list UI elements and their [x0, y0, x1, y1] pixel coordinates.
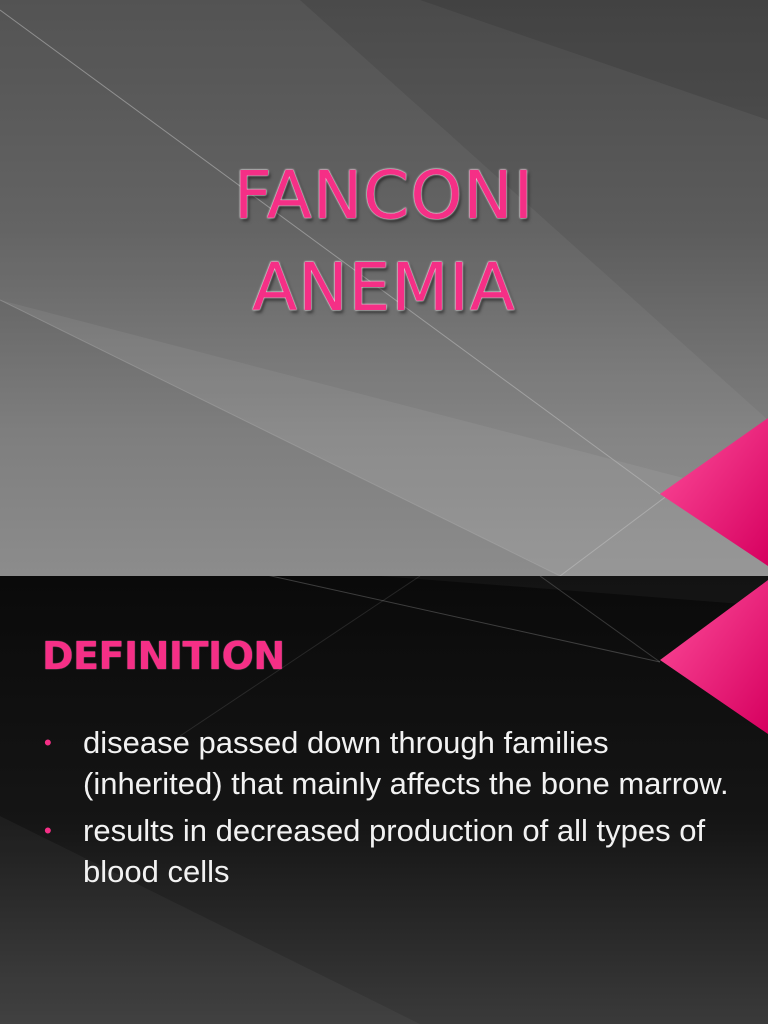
title-line-2: ANEMIA	[252, 249, 516, 326]
list-item	[40, 722, 740, 804]
definition-slide	[0, 576, 768, 1024]
bullet-text: results in decreased production of all types of blood cells	[83, 813, 706, 889]
background-facet	[0, 576, 768, 606]
definition-heading: DEFINITION	[42, 634, 285, 678]
pink-triangle-accent	[660, 580, 768, 734]
bullet-text: disease passed down through families (inherited) that mainly affects the bone marrow.	[83, 725, 729, 801]
bullet-icon: •	[44, 730, 52, 755]
definition-bullet-list	[40, 722, 740, 898]
list-item	[40, 810, 740, 892]
bullet-icon: •	[44, 818, 52, 843]
slide-title	[0, 150, 768, 334]
title-line-1: FANCONI	[233, 157, 535, 234]
